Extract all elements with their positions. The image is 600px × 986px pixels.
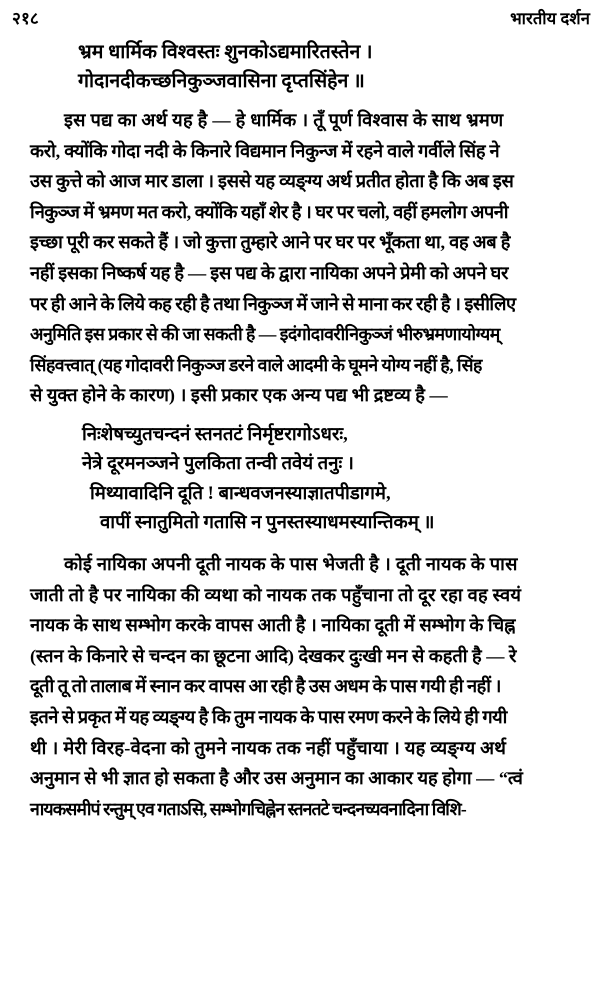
- running-head: [12, 6, 590, 34]
- text-line: कोई नायिका अपनी दूती नायक के पास भेजती है । दूती नायक के पास: [64, 553, 518, 574]
- text-line: दूती तू तो तालाब में स्नान कर वापस आ रही है उस अधम के पास गयी ही नहीं ।: [30, 676, 501, 697]
- verse-line: भ्रम धार्मिक विश्वस्तः शुनकोऽद्यमारितस्तेन ।: [78, 42, 373, 63]
- text-line: नायक के साथ सम्भोग करके वापस आती है । नायिका दूती में सम्भोग के चिह्न: [30, 615, 516, 636]
- text-line: इच्छा पूरी कर सकते हैं । जो कुत्ता तुम्हारे आने पर घर पर भूँकता था, वह अब है: [30, 232, 511, 253]
- text-line: निकुञ्ज में भ्रमण मत करो, क्योंकि यहाँ शेर है । घर पर चलो, वहीं हमलोग अपनी: [30, 201, 509, 222]
- paragraph-2: [30, 549, 590, 824]
- sanskrit-verse-top: [78, 38, 590, 96]
- verse-line: वापीं स्नातुमितो गतासि न पुनस्तस्याधमस्यान्तिकम् ॥: [100, 513, 435, 534]
- text-line: जाती तो है पर नायिका की व्यथा को नायक तक पहुँचाना तो दूर रहा वह स्वयं: [30, 584, 522, 605]
- text-line: इतने से प्रकृत में यह व्यङ्ग्य है कि तुम नायक के पास रमण करने के लिये ही गयी: [30, 706, 507, 727]
- text-column: [30, 38, 590, 824]
- text-line: इस पद्य का अर्थ यह है — हे धार्मिक । तूँ पूर्ण विश्वास के साथ भ्रमण: [64, 110, 504, 130]
- text-line: पर ही आने के लिये कह रही है तथा निकुञ्ज में जाने से माना कर रही है । इसीलिए: [30, 293, 516, 314]
- text-line: करो, क्योंकि गोदा नदी के किनारे विद्यमान निकुन्ज में रहने वाले गर्वीले सिंह ने: [30, 140, 500, 161]
- page-number: २१८: [12, 9, 39, 28]
- verse-line: निःशेषच्युतचन्दनं स्तनतटं निर्मृष्टरागोऽधरः,: [82, 424, 348, 445]
- text-line: अनुमिति इस प्रकार से की जा सकती है — इदंगोदावरीनिकुञ्जं भीरुभ्रमणायोग्यम्: [30, 324, 500, 345]
- book-title: भारतीय दर्शन: [510, 9, 590, 28]
- text-line: अनुमान से भी ज्ञात हो सकता है और उस अनुमान का आकार यह होगा — “त्वं: [30, 768, 523, 789]
- sanskrit-verse-middle: [82, 421, 590, 539]
- text-line: नायकसमीपं रन्तुम् एव गताऽसि, सम्भोगचिह्नेन स्तनतटे चन्दनच्यवनादिना विशि-: [30, 798, 466, 819]
- text-line: थी । मेरी विरह-वेदना को तुमने नायक तक नहीं पहुँचाया । यह व्यङ्ग्य अर्थ: [30, 737, 507, 758]
- verse-line: गोदानदीकच्छनिकुञ्जवासिना दृप्तसिंहेन ॥: [78, 71, 365, 92]
- verse-line: नेत्रे दूरमनञ्जने पुलकिता तन्वी तवेयं तनुः ।: [82, 454, 354, 475]
- paragraph-1: [30, 105, 590, 411]
- text-line: से युक्त होने के कारण) । इसी प्रकार एक अन्य पद्य भी द्रष्टव्य है —: [30, 385, 448, 406]
- text-line: नहीं इसका निष्कर्ष यह है — इस पद्य के द्वारा नायिका अपने प्रेमी को अपने घर: [30, 262, 509, 283]
- text-line: (स्तन के किनारे से चन्दन का छूटना आदि) देखकर दुःखी मन से कहती है — रे: [30, 645, 517, 666]
- text-line: उस कुत्ते को आज मार डाला । इससे यह व्यङ्ग्य अर्थ प्रतीत होता है कि अब इस: [30, 171, 514, 192]
- text-line: सिंहवत्त्वात् (यह गोदावरी निकुञ्ज डरने वाले आदमी के घूमने योग्य नहीं है, सिंह: [30, 354, 482, 375]
- verse-line: मिथ्यावादिनि दूति ! बान्धवजनस्याज्ञातपीडागमे,: [90, 483, 391, 504]
